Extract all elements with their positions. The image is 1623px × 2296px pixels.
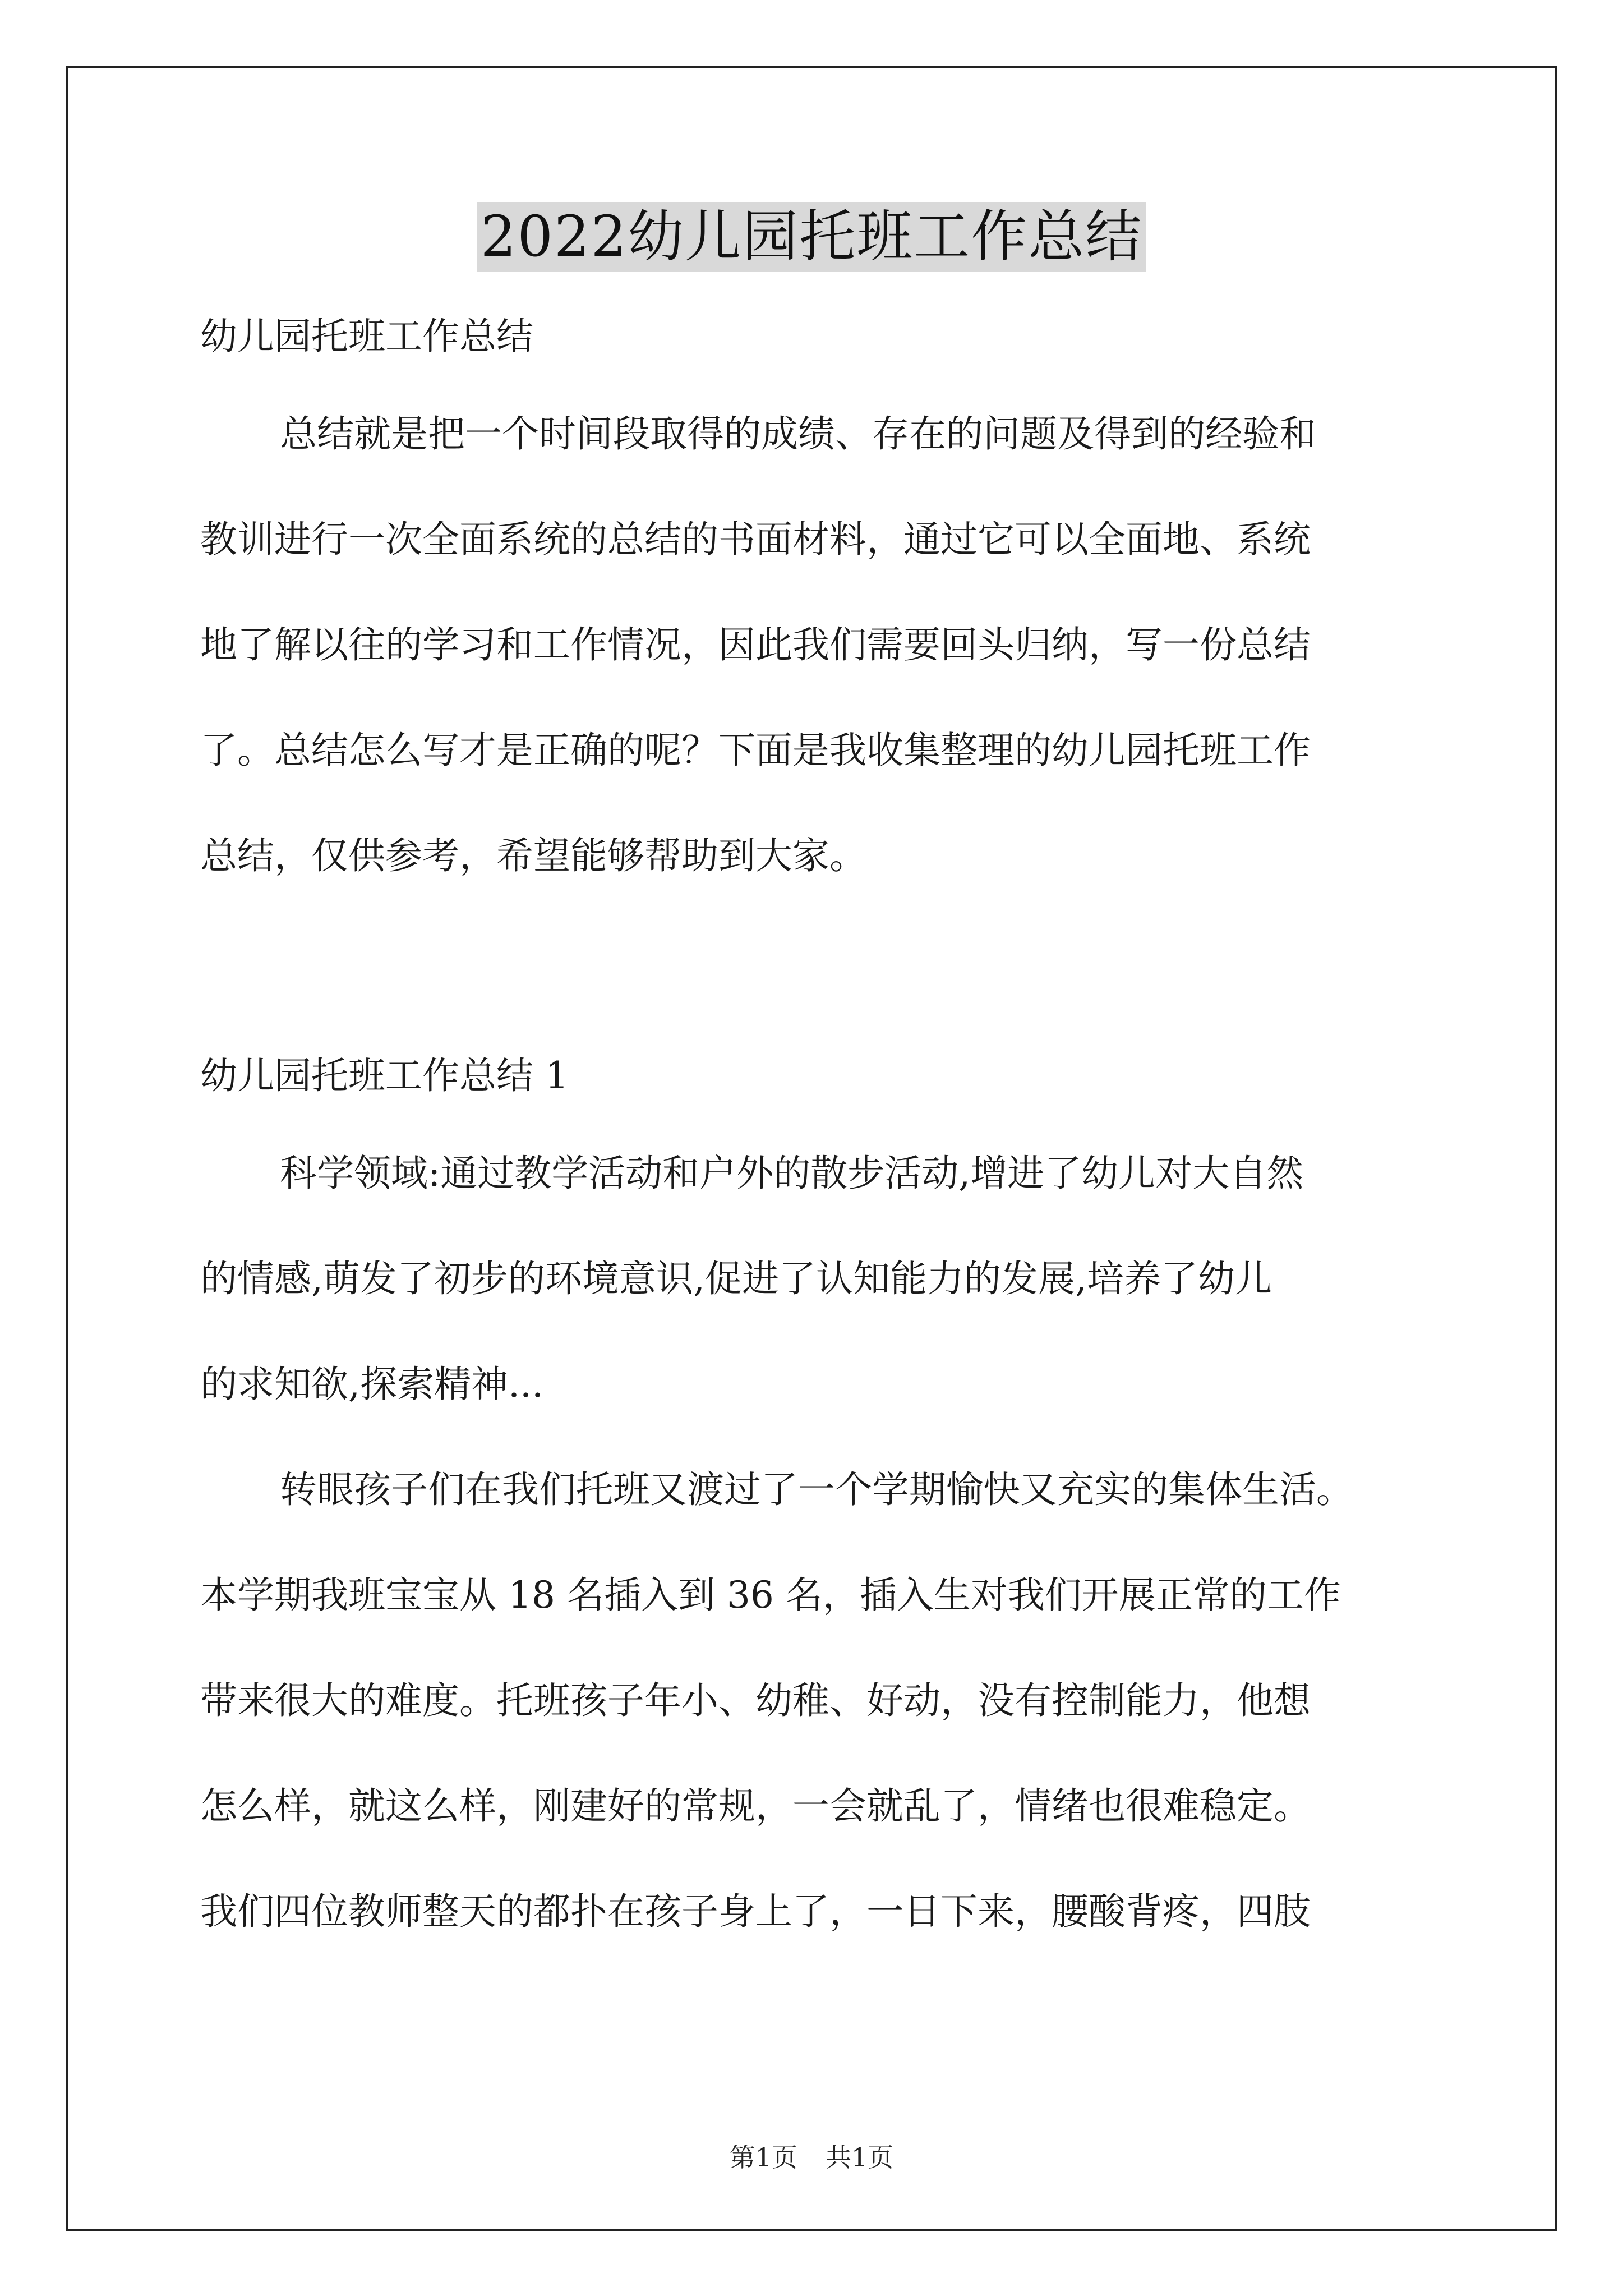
section-heading-1: 幼儿园托班工作总结 1 xyxy=(200,1054,569,1097)
text-line: 带来很大的难度。托班孩子年小、幼稚、好动，没有控制能力，他想 xyxy=(200,1679,1311,1722)
text-line: 地了解以往的学习和工作情况，因此我们需要回头归纳，写一份总结 xyxy=(200,623,1311,666)
summary-paragraph xyxy=(200,1437,1434,1543)
text-line: 怎么样，就这么样，刚建好的常规，一会就乱了，情绪也很难稳定。 xyxy=(200,1784,1311,1828)
text-line: 科学领域:通过教学活动和户外的散步活动,增进了幼儿对大自然 xyxy=(280,1152,1304,1195)
section-heading-intro: 幼儿园托班工作总结 xyxy=(200,315,533,358)
text-line: 的求知欲,探索精神... xyxy=(200,1363,543,1406)
page-number: 第1页 xyxy=(729,2142,797,2173)
document-title: 2022幼儿园托班工作总结 xyxy=(477,202,1146,272)
intro-paragraph-cont xyxy=(200,487,1434,909)
text-line: 了。总结怎么写才是正确的呢？下面是我收集整理的幼儿园托班工作 xyxy=(200,729,1311,772)
summary-paragraph-cont xyxy=(200,1543,1434,1964)
text-line: 的情感,萌发了初步的环境意识,促进了认知能力的发展,培养了幼儿 xyxy=(200,1257,1272,1300)
intro-paragraph xyxy=(200,381,1434,487)
document-body xyxy=(200,314,1434,1964)
title-container xyxy=(0,202,1623,272)
text-line: 转眼孩子们在我们托班又渡过了一个学期愉快又充实的集体生活。 xyxy=(280,1468,1353,1511)
text-line: 总结就是把一个时间段取得的成绩、存在的问题及得到的经验和 xyxy=(280,412,1316,455)
science-paragraph-cont xyxy=(200,1226,1434,1437)
text-line: 总结，仅供参考，希望能够帮助到大家。 xyxy=(200,834,866,877)
page-total: 共1页 xyxy=(826,2142,894,2173)
text-line: 本学期我班宝宝从 18 名插入到 36 名，插入生对我们开展正常的工作 xyxy=(200,1573,1341,1617)
text-line: 我们四位教师整天的都扑在孩子身上了，一日下来，腰酸背疼，四肢 xyxy=(200,1890,1311,1933)
text-line: 教训进行一次全面系统的总结的书面材料，通过它可以全面地、系统 xyxy=(200,518,1311,561)
page-footer xyxy=(0,2137,1623,2174)
science-paragraph xyxy=(200,1121,1434,1226)
